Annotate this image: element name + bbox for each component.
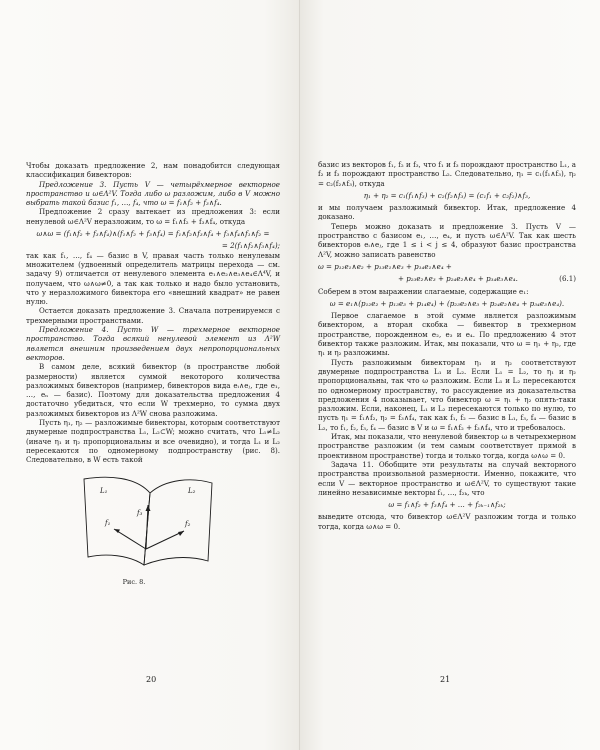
- label-f1: f₁: [105, 518, 111, 527]
- left-page-text: [26, 161, 280, 586]
- equation-6-1: ω = p₁₂e₁∧e₂ + p₁₃e₁∧e₃ + p₁₄e₁∧e₄ +: [318, 261, 452, 271]
- equation-6-1-continued: [318, 274, 576, 283]
- vector-f2-arrowhead: [178, 531, 184, 536]
- paragraph: Итак, мы показали, что ненулевой бивектор ω в четырехмерном пространстве разложим (и тем самым соответствует прямой в проективном пространстве) тогда и только тогда, когда ω∧ω = 0.: [318, 432, 576, 460]
- equation-continued: + p₂₃e₂∧e₃ + p₂₄e₂∧e₄ + p₃₄e₃∧e₄.: [398, 274, 518, 284]
- right-page-text: [318, 160, 576, 531]
- proposition-3: Предложение 3. Пусть V — четырёхмерное векторное пространство и ω∈Λ²V. Тогда либо ω разложим, либо в V можно выбрать такой базис f₁, …, f₄, что ω = f₁∧f₂ + f₃∧f₄.: [26, 179, 280, 208]
- equation: ω∧ω = (f₁∧f₂ + f₃∧f₄)∧(f₁∧f₂ + f₃∧f₄) = f₁∧f₂∧f₃∧f₄ + f₃∧f₄∧f₁∧f₂ =: [36, 229, 270, 239]
- paragraph: выведите отсюда, что бивектор ω∈Λ²V разложим тогда и только тогда, когда ω∧ω = 0.: [318, 512, 576, 531]
- right-page: [300, 0, 600, 750]
- label-f3: f₃: [137, 508, 143, 517]
- equation-continued: = 2(f₁∧f₂∧f₃∧f₄);: [221, 241, 280, 251]
- label-l2: L₂: [188, 486, 196, 495]
- vector-f3-arrowhead: [146, 505, 151, 511]
- figure-8: [74, 471, 224, 586]
- figure-caption: Рис. 8.: [122, 577, 146, 586]
- page-number: 20: [146, 675, 157, 684]
- paragraph: Чтобы доказать предложение 2, нам понадобится следующая классификация бивекторов:: [26, 161, 280, 180]
- label-l1: L₁: [100, 486, 108, 495]
- figure-8-diagram: [74, 471, 224, 571]
- paragraph: Остается доказать предложение 3. Сначала потренируемся с трехмерными пространствами.: [26, 306, 280, 325]
- equation: η₁ + η₂ = c₁(f₁∧f₃) + c₂(f₂∧f₃) = (c₁f₁ + c₂f₂)∧f₃,: [363, 190, 531, 200]
- proposition-4: Предложение 4. Пусть W — трехмерное векторное пространство. Тогда всякий ненулевой элемент из Λ²W является внешним произведением двух непропорциональных векторов.: [26, 325, 280, 362]
- paragraph: Теперь можно доказать и предложение 3. Пусть V — пространство с базисом e₁, …, e₄, и пусть ω∈Λ²V. Так как шесть бивекторов eᵢ∧eⱼ, где 1 ≤ i < j ≤ 4, образуют базис пространства Λ²V, можно записать равенство: [318, 221, 576, 259]
- paragraph: Первое слагаемое в этой сумме является разложимым бивектором, а вторая скобка — бивектор в трехмерном пространстве, порожденном e₂, e₃ и e₄. По предложению 4 этот бивектор также разложим. Итак, мы показали, что ω = η₁ + η₂, где η₁ и η₂ разложимы.: [318, 311, 576, 358]
- equation: ω = f₁∧f₂ + f₃∧f₄ + … + f₂ₖ₋₁∧f₂ₖ;: [388, 500, 506, 510]
- exercise-11: Задача 11. Обобщите эти результаты на случай векторного пространства произвольной размерности. Именно, покажите, что если V — векторное пространство и ω∈Λ²V, то существуют такие линейно независимые векторы f₁, …, f₂ₖ, что: [318, 459, 576, 497]
- paragraph: Соберем в этом выражении слагаемые, содержащие e₁:: [318, 286, 529, 296]
- paragraph: В самом деле, всякий бивектор (в пространстве любой размерности) является суммой некоторого количества разложимых бивекторов (например, бивекторов вида eᵢ∧eⱼ, где e₁, …, eₙ — базис). Поэтому для доказательства предложения 4 достаточно убедиться, что если W трехмерно, то сумма двух разложимых бивекторов из Λ²W снова разложима.: [26, 362, 280, 418]
- paragraph: Пусть η₁, η₂ — разложимые бивекторы, которым соответствуют двумерные подпространства L₁, L₂⊂W; можно считать, что L₁≠L₂ (иначе η₁ и η₂ пропорциональны и все очевидно), и тогда L₁ и L₂ пересекаются по одномерному подпространству (рис. 8). Следовательно, в W есть такой: [26, 418, 280, 465]
- paragraph: так как f₁, …, f₄ — базис в V, правая часть только ненулевым множителем (удвоенный определитель матрицы перехода — см. задачу 9) отличается от ненулевого элемента e₁∧e₂∧e₃∧e₄∈Λ⁴V, и получаем, что ω∧ω≠0, а так как только и надо было установить, что у неразложимого бивектора его «внешний квадрат» не равен нулю.: [26, 250, 280, 307]
- plane-l1-outline: [84, 477, 150, 565]
- paragraph: Предложение 2 сразу вытекает из предложения 3: если ненулевой ω∈Λ²V неразложим, то ω = f₁∧f₂ + f₃∧f₄, откуда: [26, 207, 280, 226]
- equation-number: (6.1): [559, 274, 576, 284]
- equation: ω = e₁∧(p₁₂e₂ + p₁₃e₃ + p₁₄e₄) + (p₂₃e₂∧e₃ + p₂₄e₂∧e₄ + p₃₄e₃∧e₄).: [329, 298, 565, 308]
- paragraph: и мы получаем разложимый бивектор. Итак, предложение 4 доказано.: [318, 203, 576, 222]
- page-number: 21: [440, 675, 451, 684]
- vector-f2: [146, 531, 184, 549]
- plane-l2-outline: [144, 479, 212, 564]
- vector-f1: [114, 529, 146, 549]
- vector-f3: [146, 505, 148, 549]
- label-f2: f₂: [185, 519, 191, 528]
- paragraph: Пусть разложимым бивекторам η₁ и η₂ соответствуют двумерные подпространства L₁ и L₂. Если L₁ = L₂, то η₁ и η₂ пропорциональны, так что ω разложим. Если L₁ и L₂ пересекаются по одномерному пространству, то рассуждение из доказательства предложения 4 показывает, что бивектор ω = η₁ + η₂ опять-таки разложим. Если, наконец, L₁ и L₂ пересекаются только по нулю, то пусть η₁ = f₁∧f₂, η₂ = f₃∧f₄, так как f₁, f₂ — базис в L₁, f₃, f₄ — базис в L₂, то f₁, f₂, f₃, f₄ — базис в V и ω = f₁∧f₂ + f₃∧f₄, что и требовалось.: [318, 357, 576, 432]
- paragraph: базис из векторов f₁, f₂ и f₃, что f₁ и f₃ порождают пространство L₁, а f₂ и f₃ порождают пространство L₂. Следовательно, η₁ = c₁(f₁∧f₃), η₂ = c₂(f₂∧f₃), откуда: [318, 160, 576, 188]
